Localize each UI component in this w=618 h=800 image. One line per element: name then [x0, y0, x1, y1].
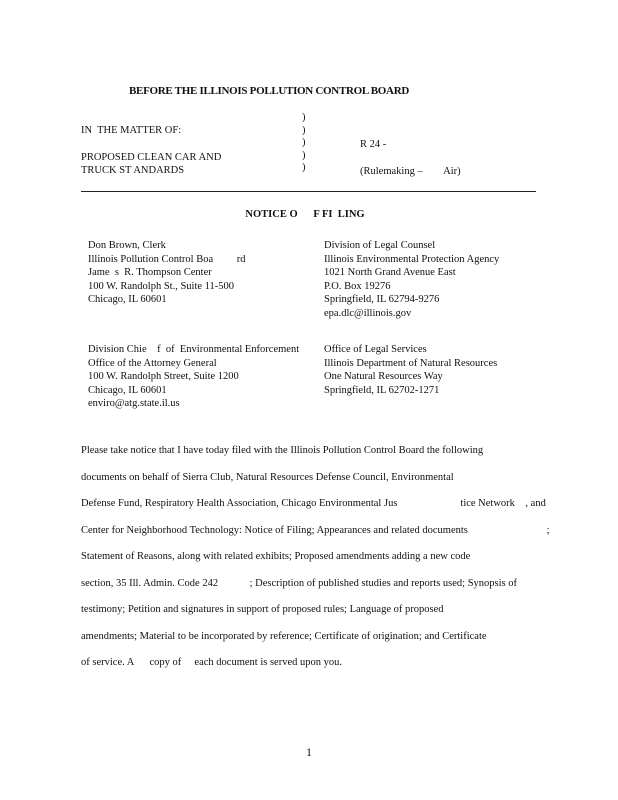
proposed-line: TRUCK ST ANDARDS	[81, 164, 185, 176]
body-line: Statement of Reasons, along with related exhibits; Proposed amendments adding a new code	[81, 551, 471, 562]
notice-body	[81, 438, 550, 677]
document-title: BEFORE THE ILLINOIS POLLUTION CONTROL BOARD	[129, 85, 409, 97]
address-line: 100 W. Randolph Street, Suite 1200	[88, 371, 239, 382]
caption-parentheses	[302, 112, 306, 175]
address-line: One Natural Resources Way	[324, 371, 443, 382]
matter-label: IN THE MATTER OF:	[81, 125, 182, 136]
body-line: amendments; Material to be incorporated by reference; Certificate of origination; and Certificate	[81, 630, 487, 642]
paren: )	[302, 112, 306, 123]
address-line: Chicago, IL 60601	[88, 384, 167, 396]
address-line: P.O. Box 19276	[324, 280, 391, 292]
address-block-epa	[324, 239, 499, 320]
address-line: Division Chie f of Environmental Enforcement	[88, 344, 300, 355]
paren: )	[302, 124, 306, 136]
address-line: 100 W. Randolph St., Suite 11-500	[88, 280, 235, 292]
address-line: Office of the Attorney General	[88, 357, 217, 369]
paren: )	[302, 162, 306, 173]
paren: )	[302, 149, 306, 161]
page-number: 1	[306, 745, 312, 759]
address-line: Chicago, IL 60601	[88, 294, 167, 305]
address-line: Don Brown, Clerk	[88, 240, 166, 251]
address-line: Springfield, IL 62702-1271	[324, 384, 440, 396]
body-line: Please take notice that I have today filed with the Illinois Pollution Control Board the following	[81, 445, 484, 456]
address-line: Illinois Pollution Control Boa rd	[88, 253, 246, 265]
body-line: of service. A copy of each document is served upon you.	[81, 657, 342, 668]
body-line: Center for Neighborhood Technology: Notice of Filing; Appearances and related documents ;	[81, 524, 550, 536]
address-line: Illinois Environmental Protection Agency	[324, 253, 500, 265]
address-line: 1021 North Grand Avenue East	[324, 267, 456, 278]
address-line: Office of Legal Services	[324, 344, 427, 355]
proposed-title	[81, 152, 221, 177]
address-line: Division of Legal Counsel	[324, 240, 436, 251]
body-line: Defense Fund, Respiratory Health Association, Chicago Environmental Jus tice Network , and	[81, 498, 546, 509]
docket-number: R 24 -	[360, 139, 387, 150]
body-line: testimony; Petition and signatures in support of proposed rules; Language of proposed	[81, 604, 444, 615]
proposed-line: PROPOSED CLEAN CAR AND	[81, 152, 222, 163]
address-email: enviro@atg.state.il.us	[88, 398, 180, 409]
address-block-dnr	[324, 343, 497, 397]
address-line: Jame s R. Thompson Center	[88, 267, 212, 278]
notice-heading: NOTICE O F FI LING	[245, 209, 365, 220]
address-line: Illinois Department of Natural Resources	[324, 357, 498, 369]
body-line: section, 35 Ill. Admin. Code 242 ; Description of published studies and reports used; Synopsis of	[81, 577, 518, 589]
address-email: epa.dlc@illinois.gov	[324, 307, 412, 319]
rulemaking-type: (Rulemaking – Air)	[360, 166, 461, 177]
address-line: Springfield, IL 62794-9276	[324, 294, 440, 305]
paren: )	[302, 137, 306, 148]
address-block-clerk	[88, 239, 246, 307]
body-line: documents on behalf of Sierra Club, Natural Resources Defense Council, Environmental	[81, 471, 454, 483]
divider-line	[81, 191, 536, 192]
address-block-attorney-general	[88, 343, 299, 411]
